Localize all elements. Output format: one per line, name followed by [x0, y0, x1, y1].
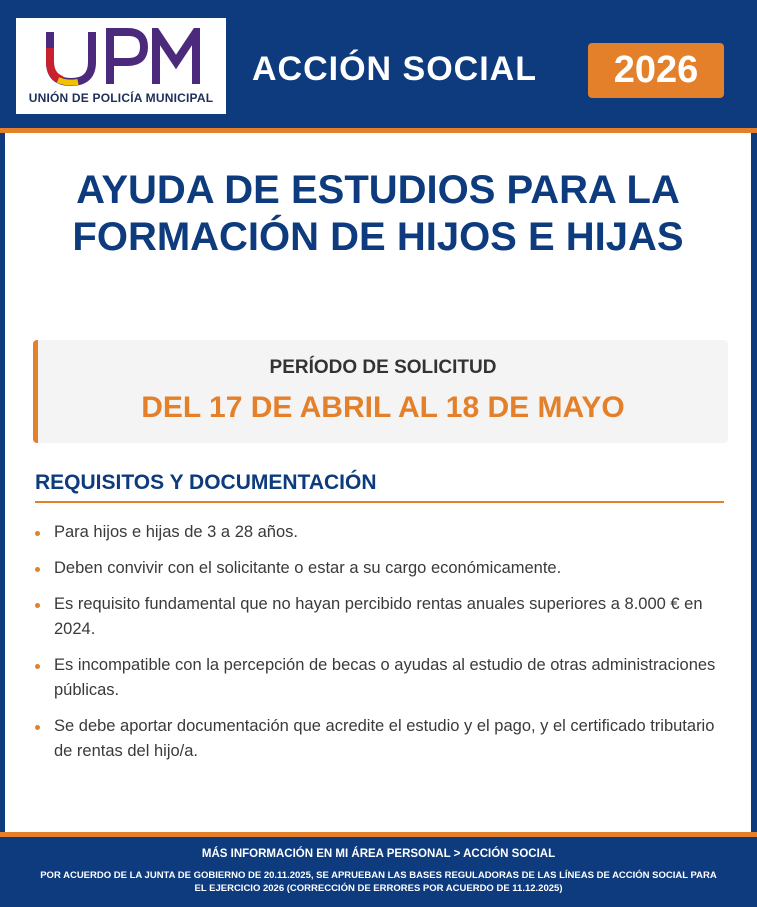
requirements-list	[33, 520, 723, 775]
period-label: PERÍODO DE SOLICITUD	[269, 357, 497, 378]
footer	[0, 838, 757, 907]
period-box	[33, 340, 728, 443]
list-item	[33, 556, 723, 581]
footer-info: MÁS INFORMACIÓN EN MI ÁREA PERSONAL > ACCIÓN SOCIAL	[201, 848, 556, 860]
list-item	[33, 592, 723, 642]
requirements-heading: REQUISITOS Y DOCUMENTACIÓN	[35, 471, 377, 494]
requirement-text: Se debe aportar documentación que acredite el estudio y el pago, y el certificado tributario de rentas del hijo/a.	[54, 717, 715, 760]
list-item	[33, 714, 723, 764]
list-item	[33, 653, 723, 703]
bullet-icon	[35, 531, 40, 536]
bullet-icon	[35, 567, 40, 572]
requirement-text: Es incompatible con la percepción de becas o ayudas al estudio de otras administraciones públicas.	[54, 656, 716, 699]
header-band	[0, 0, 757, 128]
bullet-icon	[35, 725, 40, 730]
content-card	[5, 133, 751, 832]
upm-logo	[16, 18, 226, 114]
requirement-text: Es requisito fundamental que no hayan percibido rentas anuales superiores a 8.000 € en 2024.	[54, 595, 703, 638]
requirements-divider	[35, 501, 724, 503]
requirement-text: Para hijos e hijas de 3 a 28 años.	[54, 523, 298, 541]
year-badge: 2026	[588, 43, 724, 98]
bullet-icon	[35, 603, 40, 608]
list-item	[33, 520, 723, 545]
footer-legal: POR ACUERDO DE LA JUNTA DE GOBIERNO DE 20.11.2025, SE APRUEBAN LAS BASES REGULADORAS DE LAS LÍNEAS DE ACCIÓN SOCIAL PARA EL EJERCICIO 2026 (CORRECCIÓN DE ERRORES POR ACUERDO DE 11.12.2025)	[40, 870, 717, 894]
upm-logo-mark	[44, 28, 204, 88]
requirement-text: Deben convivir con el solicitante o estar a su cargo económicamente.	[54, 559, 562, 577]
bottom-divider	[0, 832, 757, 837]
period-dates: DEL 17 DE ABRIL AL 18 DE MAYO	[141, 391, 625, 424]
bullet-icon	[35, 664, 40, 669]
page-title: AYUDA DE ESTUDIOS PARA LA FORMACIÓN DE HIJOS E HIJAS	[72, 168, 684, 259]
header-title: ACCIÓN SOCIAL	[252, 50, 537, 88]
logo-caption: UNIÓN DE POLICÍA MUNICIPAL	[28, 91, 214, 105]
